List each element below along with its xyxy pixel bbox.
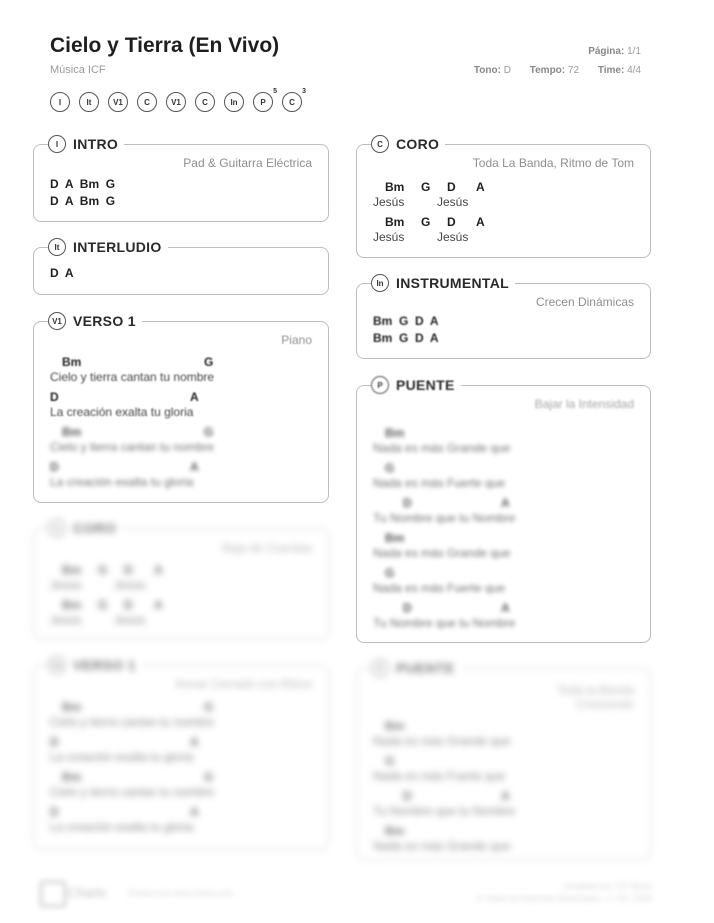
section-instrumental xyxy=(356,275,651,359)
section-title: PUENTE xyxy=(396,660,455,676)
section-badge: P xyxy=(371,376,389,394)
chord-lyric-line xyxy=(373,215,633,250)
roadmap-item[interactable]: I xyxy=(50,92,70,112)
lyric: Nada es más Fuerte que xyxy=(373,581,506,595)
lyric: Jesús xyxy=(50,613,82,627)
lyric: Jesús xyxy=(114,578,146,592)
section-header xyxy=(48,238,168,256)
chord-lyric-line xyxy=(50,390,320,425)
section-note: Armar Cerrado con Ritmo xyxy=(175,677,312,691)
lyric: Jesús xyxy=(373,230,405,244)
chord: A xyxy=(501,789,510,803)
page-footer xyxy=(0,875,714,915)
lyric: Nada es más Grande que xyxy=(373,441,511,455)
chord: D xyxy=(50,460,59,474)
section-header xyxy=(48,135,124,153)
chord: Bm xyxy=(385,719,405,733)
lyric: Tu Nombre que tu Nombre xyxy=(373,616,516,630)
section-note: Toda La Banda, Ritmo de Tom xyxy=(472,156,634,170)
lyric: Cielo y tierra cantan tu nombre xyxy=(50,715,215,729)
chord-lyric-line xyxy=(373,531,643,566)
footer-logo: Charts xyxy=(68,885,107,900)
page-label: Página: xyxy=(588,46,625,57)
chord-lyric-line xyxy=(373,461,643,496)
chord-lyric-line xyxy=(373,601,643,636)
section-puente xyxy=(356,377,651,643)
chord-line: Bm G D A xyxy=(373,314,439,328)
lyric: Tu Nombre que tu Nombre xyxy=(373,511,516,525)
section-note: Pad & Guitarra Eléctrica xyxy=(183,156,312,170)
time-label: Time: xyxy=(597,65,625,76)
section-header xyxy=(371,376,461,394)
chord: A xyxy=(501,496,510,510)
chord: A xyxy=(476,180,485,194)
section-verso-1-repeat xyxy=(33,657,329,850)
chord-lyric-line xyxy=(50,563,310,598)
lyric: Nada es más Fuerte que xyxy=(373,476,506,490)
lyric: La creación exalta tu gloria xyxy=(50,405,194,419)
lyric: Nada es más Grande que xyxy=(373,839,511,853)
chord: D xyxy=(447,215,456,229)
chord-lyric-line xyxy=(50,598,310,633)
tempo-value: 72 xyxy=(567,65,580,76)
section-title: CORO xyxy=(73,520,117,536)
chord-lyric-line xyxy=(50,700,320,735)
chord: Bm xyxy=(62,598,82,612)
chord: D xyxy=(447,180,456,194)
section-header xyxy=(371,274,515,292)
section-title: INSTRUMENTAL xyxy=(396,275,509,291)
chord: Bm xyxy=(385,426,405,440)
song-artist: Música ICF xyxy=(50,64,106,76)
chord: G xyxy=(421,180,431,194)
chord-lyric-line xyxy=(50,425,320,460)
chord: G xyxy=(421,215,431,229)
song-meta xyxy=(474,65,641,76)
chord: D xyxy=(403,601,412,615)
lyric: Cielo y tierra cantan tu nombre xyxy=(50,440,215,454)
lyric: Nada es más Fuerte que xyxy=(373,769,506,783)
page-indicator xyxy=(588,46,641,57)
chord: Bm xyxy=(385,215,405,229)
time-value: 4/4 xyxy=(627,65,641,76)
section-title: VERSO 1 xyxy=(73,657,136,673)
section-title: INTERLUDIO xyxy=(73,239,162,255)
chord-lyric-line xyxy=(373,426,643,461)
key-label: Tono: xyxy=(473,65,501,76)
chord-lyric-line xyxy=(50,805,320,840)
lyric: Nada es más Grande que xyxy=(373,734,511,748)
section-badge: C xyxy=(371,135,389,153)
chord: A xyxy=(501,601,510,615)
section-header xyxy=(48,656,142,674)
chord-line: Bm G D A xyxy=(373,331,439,345)
section-interludio xyxy=(33,239,329,295)
chord: G xyxy=(98,563,108,577)
chord-lyric-line xyxy=(373,496,643,531)
chord: Bm xyxy=(62,700,82,714)
section-badge: It xyxy=(48,238,66,256)
section-title: CORO xyxy=(396,136,440,152)
chord-lyric-line xyxy=(373,719,643,754)
logo-icon xyxy=(40,881,66,907)
roadmap-item[interactable]: C xyxy=(137,92,157,112)
roadmap-item[interactable]: It xyxy=(79,92,99,112)
chord-lyric-line xyxy=(50,770,320,805)
lyric: Nada es más Grande que xyxy=(373,546,511,560)
chord: Bm xyxy=(62,563,82,577)
section-header xyxy=(48,312,142,330)
chord: A xyxy=(154,598,163,612)
chord: G xyxy=(385,461,395,475)
section-title: INTRO xyxy=(73,136,119,152)
section-header xyxy=(371,659,461,677)
section-badge: I xyxy=(48,135,66,153)
lyric: Jesús xyxy=(114,613,146,627)
chord: G xyxy=(385,754,395,768)
chord-lyric-line xyxy=(373,566,643,601)
section-coro xyxy=(356,136,651,258)
chord: G xyxy=(204,700,214,714)
section-badge: C xyxy=(48,519,66,537)
chord: D xyxy=(50,390,59,404)
chord-lyric-line xyxy=(50,355,320,390)
chord-lyric-line xyxy=(50,735,320,770)
chord-lyric-line xyxy=(373,754,643,789)
section-note: Toda la Banda Crescendo xyxy=(557,683,634,711)
lyric: Jesús xyxy=(50,578,82,592)
chord: Bm xyxy=(385,824,405,838)
chord: A xyxy=(190,805,199,819)
section-note: Bajar la Intensidad xyxy=(534,397,634,411)
chord-lyric-line xyxy=(373,789,643,824)
chord: Bm xyxy=(62,425,82,439)
section-badge: V1 xyxy=(48,312,66,330)
chord: G xyxy=(98,598,108,612)
lyric: La creación exalta tu gloria xyxy=(50,820,194,834)
chord: Bm xyxy=(385,531,405,545)
footer-credits: Arreglado por: ICF Music © Todos los Derechos Reservados · 1 / 55 / 2024 xyxy=(477,882,652,903)
chord: G xyxy=(385,566,395,580)
chord-lyric-line xyxy=(373,824,643,859)
section-badge: V1 xyxy=(48,656,66,674)
section-badge: P xyxy=(371,659,389,677)
key-value: D xyxy=(503,65,511,76)
chord: A xyxy=(190,460,199,474)
chord: Bm xyxy=(385,180,405,194)
section-coro-2 xyxy=(33,520,329,640)
lyric: La creación exalta tu gloria xyxy=(50,750,194,764)
chord: A xyxy=(476,215,485,229)
lyric: Jesús xyxy=(437,195,469,209)
section-title: VERSO 1 xyxy=(73,313,136,329)
chord-line: D A Bm G xyxy=(50,194,116,208)
tempo-label: Tempo: xyxy=(529,65,566,76)
page-value: 1/1 xyxy=(627,46,641,57)
chord: D xyxy=(403,789,412,803)
chord: A xyxy=(190,735,199,749)
roadmap-item[interactable]: V1 xyxy=(108,92,128,112)
lyric: Cielo y tierra cantan tu nombre xyxy=(50,370,215,384)
section-verso-1 xyxy=(33,313,329,503)
section-note: Crecen Dinámicas xyxy=(535,295,634,309)
lyric: Jesús xyxy=(373,195,405,209)
chord-line: D A xyxy=(50,266,74,280)
chord-lyric-line xyxy=(50,460,320,495)
chord: Bm xyxy=(62,770,82,784)
roadmap-item[interactable]: In xyxy=(224,92,244,112)
chord: A xyxy=(190,390,199,404)
chord: D xyxy=(124,598,133,612)
footer-link: iCharts.com www.icharts.com xyxy=(128,889,233,898)
lyric: Tu Nombre que tu Nombre xyxy=(373,804,516,818)
song-title: Cielo y Tierra (En Vivo) xyxy=(50,34,280,57)
chord: D xyxy=(124,563,133,577)
chord: Bm xyxy=(62,355,82,369)
section-intro xyxy=(33,136,329,222)
chord: G xyxy=(204,425,214,439)
chord-lyric-line xyxy=(373,180,633,215)
section-header xyxy=(48,519,122,537)
chord: D xyxy=(50,805,59,819)
section-note: Piano xyxy=(281,333,312,347)
section-title: PUENTE xyxy=(396,377,455,393)
roadmap-item[interactable]: C 3 xyxy=(282,92,302,112)
roadmap-item[interactable]: C xyxy=(195,92,215,112)
chord: D xyxy=(50,735,59,749)
section-badge: In xyxy=(371,274,389,292)
section-note: Baja de Cuerdas xyxy=(222,541,312,555)
chord: G xyxy=(204,355,214,369)
chord: A xyxy=(154,563,163,577)
lyric: Jesús xyxy=(437,230,469,244)
lyric: La creación exalta tu gloria xyxy=(50,475,194,489)
chord-line: D A Bm G xyxy=(50,177,116,191)
lyric: Cielo y tierra cantan tu nombre xyxy=(50,785,215,799)
section-puente-repeat xyxy=(356,660,651,860)
chord: G xyxy=(204,770,214,784)
song-roadmap xyxy=(50,88,306,112)
chord: D xyxy=(403,496,412,510)
roadmap-item[interactable]: P 5 xyxy=(253,92,273,112)
section-header xyxy=(371,135,445,153)
roadmap-item[interactable]: V1 xyxy=(166,92,186,112)
